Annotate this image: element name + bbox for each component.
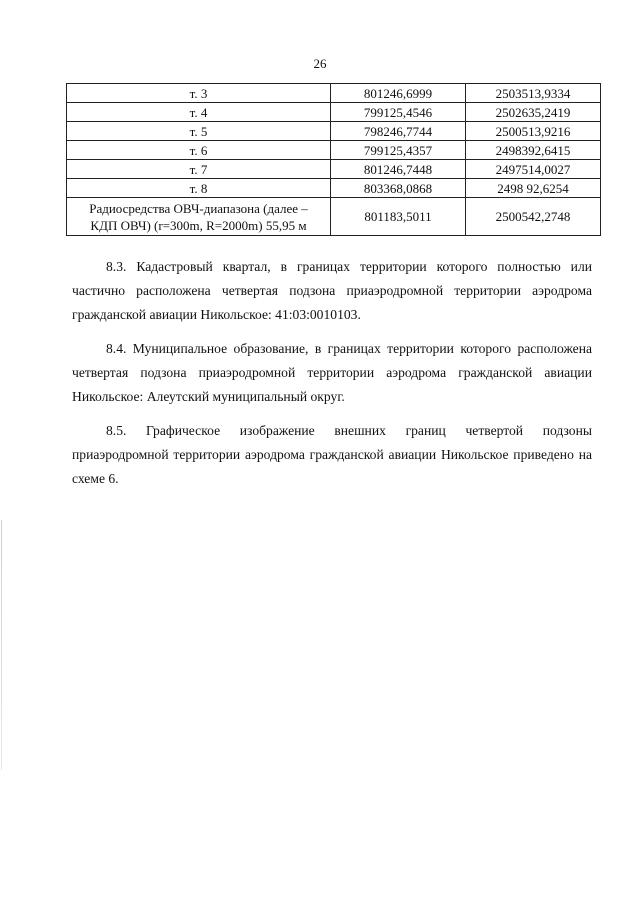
y-coordinate: 2498392,6415 [466, 141, 601, 160]
paragraph-8-3: 8.3. Кадастровый квартал, в границах территории которого полностью или частично расположена четвертая подзона приаэродромной территории аэродрома гражданской авиации Никольское: 41:03:0010103. [72, 259, 592, 322]
body-text [72, 255, 592, 501]
table-row-radio [67, 198, 601, 236]
page-number: 26 [313, 56, 327, 71]
y-coordinate: 2497514,0027 [466, 160, 601, 179]
y-coordinate: 2503513,9334 [466, 84, 601, 103]
point-label: т. 7 [67, 160, 331, 179]
paragraph-8-5: 8.5. Графическое изображение внешних границ четвертой подзоны приаэродромной территории аэродрома гражданской авиации Никольское приведено на схеме 6. [72, 423, 592, 486]
y-coordinate: 2502635,2419 [466, 103, 601, 122]
table-row [67, 84, 601, 103]
y-coordinate: 2500513,9216 [466, 122, 601, 141]
table-row [67, 160, 601, 179]
table-row [67, 179, 601, 198]
x-coordinate: 801246,6999 [331, 84, 466, 103]
x-coordinate: 798246,7744 [331, 122, 466, 141]
radio-label-line1: Радиосредства ОВЧ-диапазона (далее – [89, 200, 308, 216]
x-coordinate: 801183,5011 [331, 198, 466, 236]
x-coordinate: 803368,0868 [331, 179, 466, 198]
point-label: т. 6 [67, 141, 331, 160]
x-coordinate: 801246,7448 [331, 160, 466, 179]
y-coordinate: 2498 92,6254 [466, 179, 601, 198]
radio-label-line2: КДП ОВЧ) (r=300m, R=2000m) 55,95 м [90, 217, 307, 233]
point-label: т. 4 [67, 103, 331, 122]
table-row [67, 141, 601, 160]
y-coordinate: 2500542,2748 [466, 198, 601, 236]
point-label: т. 5 [67, 122, 331, 141]
x-coordinate: 799125,4357 [331, 141, 466, 160]
point-label: т. 3 [67, 84, 331, 103]
scan-edge-mark [1, 520, 2, 770]
x-coordinate: 799125,4546 [331, 103, 466, 122]
point-label: т. 8 [67, 179, 331, 198]
paragraph-8-4: 8.4. Муниципальное образование, в границах территории которого расположена четвертая подзона приаэродромной территории аэродрома гражданской авиации Никольское: Алеутский муниципальный округ. [72, 341, 592, 404]
radio-label-cell [67, 198, 331, 236]
table-row [67, 103, 601, 122]
coordinates-table [66, 83, 601, 236]
table-row [67, 122, 601, 141]
